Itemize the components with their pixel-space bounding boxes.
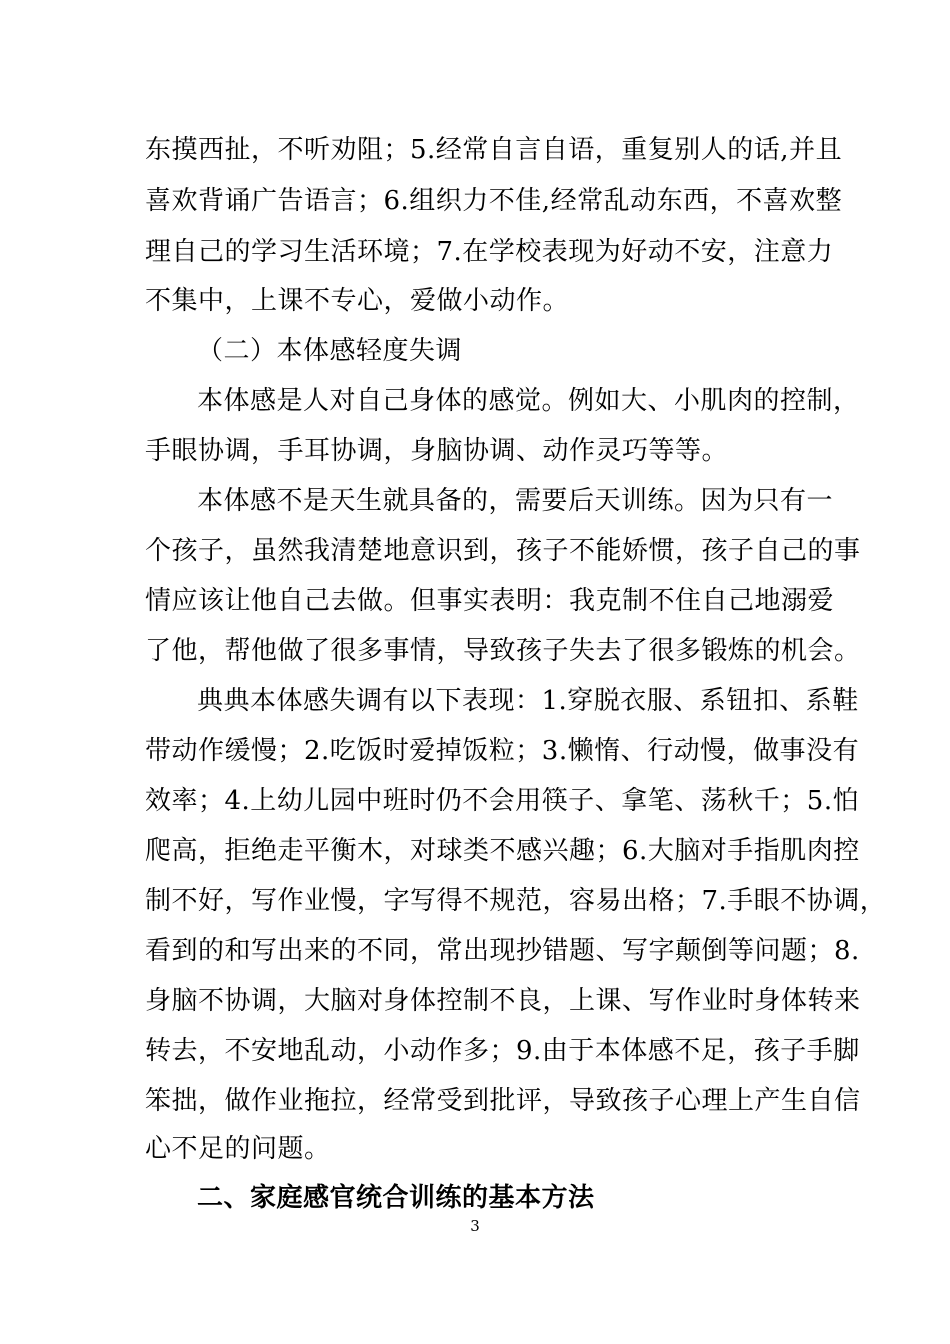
body-text-line: 手眼协调，手耳协调，身脑协调、动作灵巧等等。	[145, 436, 729, 466]
paragraph-first-line: 典典本体感失调有以下表现：1.穿脱衣服、系钮扣、系鞋	[197, 686, 859, 716]
body-text-line: 理自己的学习生活环境；7.在学校表现为好动不安，注意力	[145, 237, 834, 267]
body-text-line: 个孩子，虽然我清楚地意识到，孩子不能娇惯，孩子自己的事	[145, 536, 861, 566]
body-text-line: 转去，不安地乱动，小动作多；9.由于本体感不足，孩子手脚	[145, 1036, 860, 1066]
page-number: 3	[470, 1217, 480, 1235]
body-text-line: 了他，帮他做了很多事情，导致孩子失去了很多锻炼的机会。	[145, 636, 861, 666]
body-text-line: 爬高，拒绝走平衡木，对球类不感兴趣；6.大脑对手指肌肉控	[145, 836, 860, 866]
section-heading: 二、家庭感官统合训练的基本方法	[197, 1183, 595, 1213]
body-text-line: 身脑不协调，大脑对身体控制不良，上课、写作业时身体转来	[145, 986, 861, 1016]
paragraph-first-line: 本体感不是天生就具备的，需要后天训练。因为只有一	[197, 486, 834, 516]
body-text-line: 带动作缓慢；2.吃饭时爱掉饭粒；3.懒惰、行动慢，做事没有	[145, 736, 860, 766]
section-subheading: （二）本体感轻度失调	[197, 336, 463, 366]
body-text-line: 制不好，写作业慢，字写得不规范，容易出格；7.手眼不协调，	[145, 886, 887, 916]
body-text-line: 喜欢背诵广告语言；6.组织力不佳,经常乱动东西，不喜欢整	[145, 186, 843, 216]
body-text-line: 不集中，上课不专心，爱做小动作。	[145, 286, 570, 316]
body-text-line: 看到的和写出来的不同，常出现抄错题、写字颠倒等问题；8.	[145, 936, 860, 966]
body-text-line: 情应该让他自己去做。但事实表明：我克制不住自己地溺爱	[145, 586, 835, 616]
body-text-line: 效率；4.上幼儿园中班时仍不会用筷子、拿笔、荡秋千；5.怕	[145, 786, 860, 816]
body-text-line: 笨拙，做作业拖拉，经常受到批评，导致孩子心理上产生自信	[145, 1086, 861, 1116]
body-text-line: 心不足的问题。	[145, 1134, 331, 1164]
body-text-line: 东摸西扯，不听劝阻；5.经常自言自语，重复别人的话,并且	[145, 135, 843, 165]
paragraph-first-line: 本体感是人对自己身体的感觉。例如大、小肌肉的控制，	[197, 386, 860, 416]
